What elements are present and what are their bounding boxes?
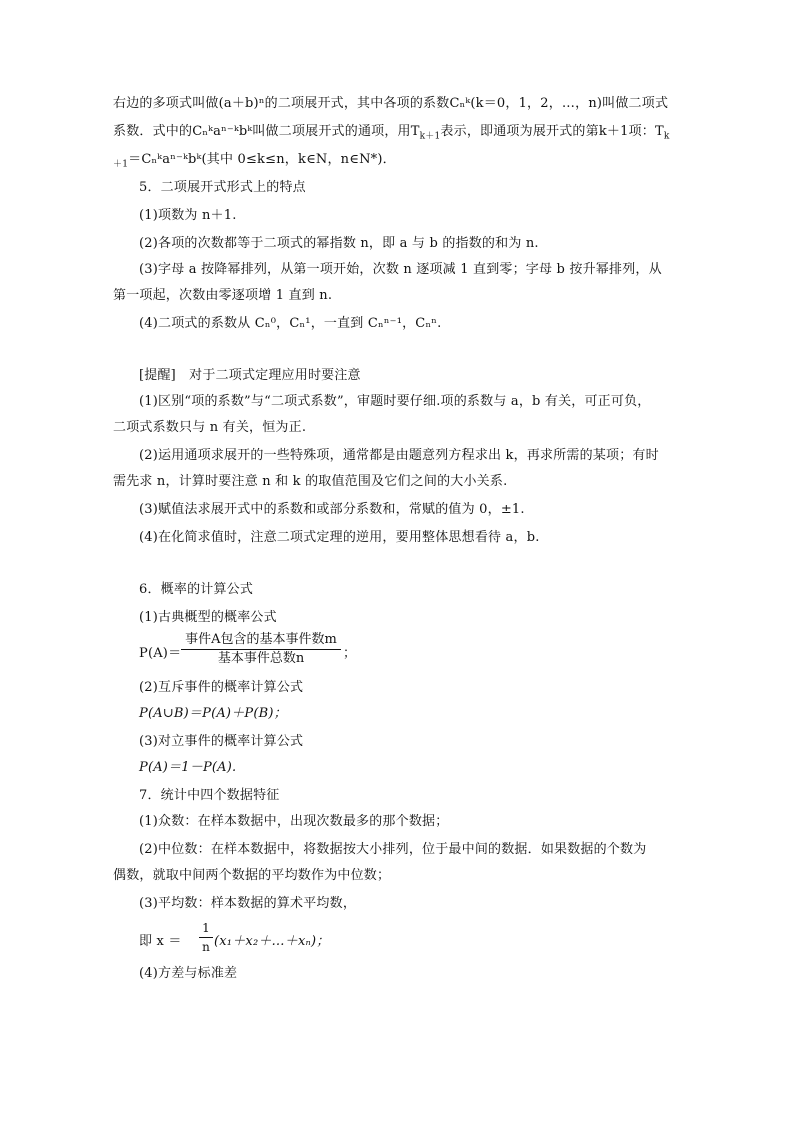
fraction-denominator: n — [202, 940, 210, 954]
section-heading: 7．统计中四个数据特征 — [139, 788, 280, 803]
list-item: (1)众数：在样本数据中，出现次数最多的那个数据； — [139, 814, 449, 829]
subscript: ＋1 — [113, 159, 129, 170]
formula: P(A)＝1－P(A). — [139, 760, 237, 775]
section-heading: 6．概率的计算公式 — [139, 582, 254, 597]
list-item: (1)古典概型的概率公式 — [139, 610, 277, 625]
list-item: (2)各项的次数都等于二项式的幂指数 n，即 a 与 b 的指数的和为 n. — [139, 236, 539, 251]
probability-fraction — [181, 631, 341, 668]
list-item: (4)二项式的系数从 Cₙ⁰，Cₙ¹，一直到 Cₙⁿ⁻¹，Cₙⁿ. — [139, 316, 442, 331]
list-item: (3)字母 a 按降幂排列，从第一项开始，次数 n 逐项减 1 直到零；字母 b 按升幂排列，从 — [139, 262, 662, 277]
list-item-continuation: 二项式系数只与 n 有关，恒为正. — [113, 420, 307, 435]
list-item: (3)平均数：样本数据的算术平均数， — [139, 896, 357, 911]
subscript: k — [663, 131, 670, 142]
paragraph-line — [113, 150, 396, 175]
list-item-continuation: 需先求 n，计算时要注意 n 和 k 的取值范围及它们之间的大小关系. — [113, 474, 508, 489]
section-heading: 5．二项展开式形式上的特点 — [139, 180, 306, 195]
list-item: (3)对立事件的概率计算公式 — [139, 734, 304, 749]
list-item: (2)中位数：在样本数据中，将数据按大小排列，位于最中间的数据．如果数据的个数为 — [139, 842, 647, 857]
fraction-numerator: 1 — [199, 919, 213, 938]
formula-lhs: P(A)＝ — [139, 646, 182, 661]
list-item: (4)在化简求值时，注意二项式定理的逆用，要用整体思想看待 a，b. — [139, 530, 540, 545]
formula-lhs: 即 x ＝ — [139, 934, 182, 949]
fraction-numerator: 事件A包含的基本事件数m — [181, 631, 341, 650]
formula-rhs: (x₁＋x₂＋…＋xₙ)； — [214, 934, 330, 949]
list-item: (1)区别“项的系数”与“二项式系数”，审题时要仔细.项的系数与 a，b 有关，可正可负， — [139, 394, 651, 409]
paragraph-line — [113, 122, 670, 147]
text-span: 表示，即通项为展开式的第k＋1项：T — [440, 124, 664, 139]
list-item: (1)项数为 n＋1. — [139, 208, 237, 223]
list-item: (2)运用通项求展开的一些特殊项，通常都是由题意列方程求出 k，再求所需的某项；有时 — [139, 448, 659, 463]
list-item-continuation: 第一项起，次数由零逐项增 1 直到 n. — [113, 288, 333, 303]
formula-end: ； — [343, 646, 357, 661]
list-item: (2)互斥事件的概率计算公式 — [139, 680, 304, 695]
subscript: k＋1 — [419, 131, 441, 142]
formula: P(A∪B)＝P(A)＋P(B)； — [139, 706, 287, 721]
list-item: (3)赋值法求展开式中的系数和或部分系数和，常赋的值为 0，±1. — [139, 502, 525, 517]
text-span: 系数．式中的Cₙᵏaⁿ⁻ᵏbᵏ叫做二项展开式的通项，用T — [113, 124, 420, 139]
text-span: ＝Cₙᵏaⁿ⁻ᵏbᵏ(其中 0≤k≤n，k∈N，n∈N*)． — [128, 152, 396, 167]
paragraph-line: 右边的多项式叫做(a＋b)ⁿ的二项展开式，其中各项的系数Cₙᵏ(k＝0，1，2，…，n)叫做二项式 — [113, 96, 669, 111]
tip-heading: [提醒] 对于二项式定理应用时要注意 — [139, 368, 361, 383]
list-item-continuation: 偶数，就取中间两个数据的平均数作为中位数； — [113, 868, 391, 883]
mean-fraction — [199, 919, 213, 956]
list-item: (4)方差与标准差 — [139, 966, 238, 981]
fraction-denominator: 基本事件总数n — [217, 651, 305, 666]
